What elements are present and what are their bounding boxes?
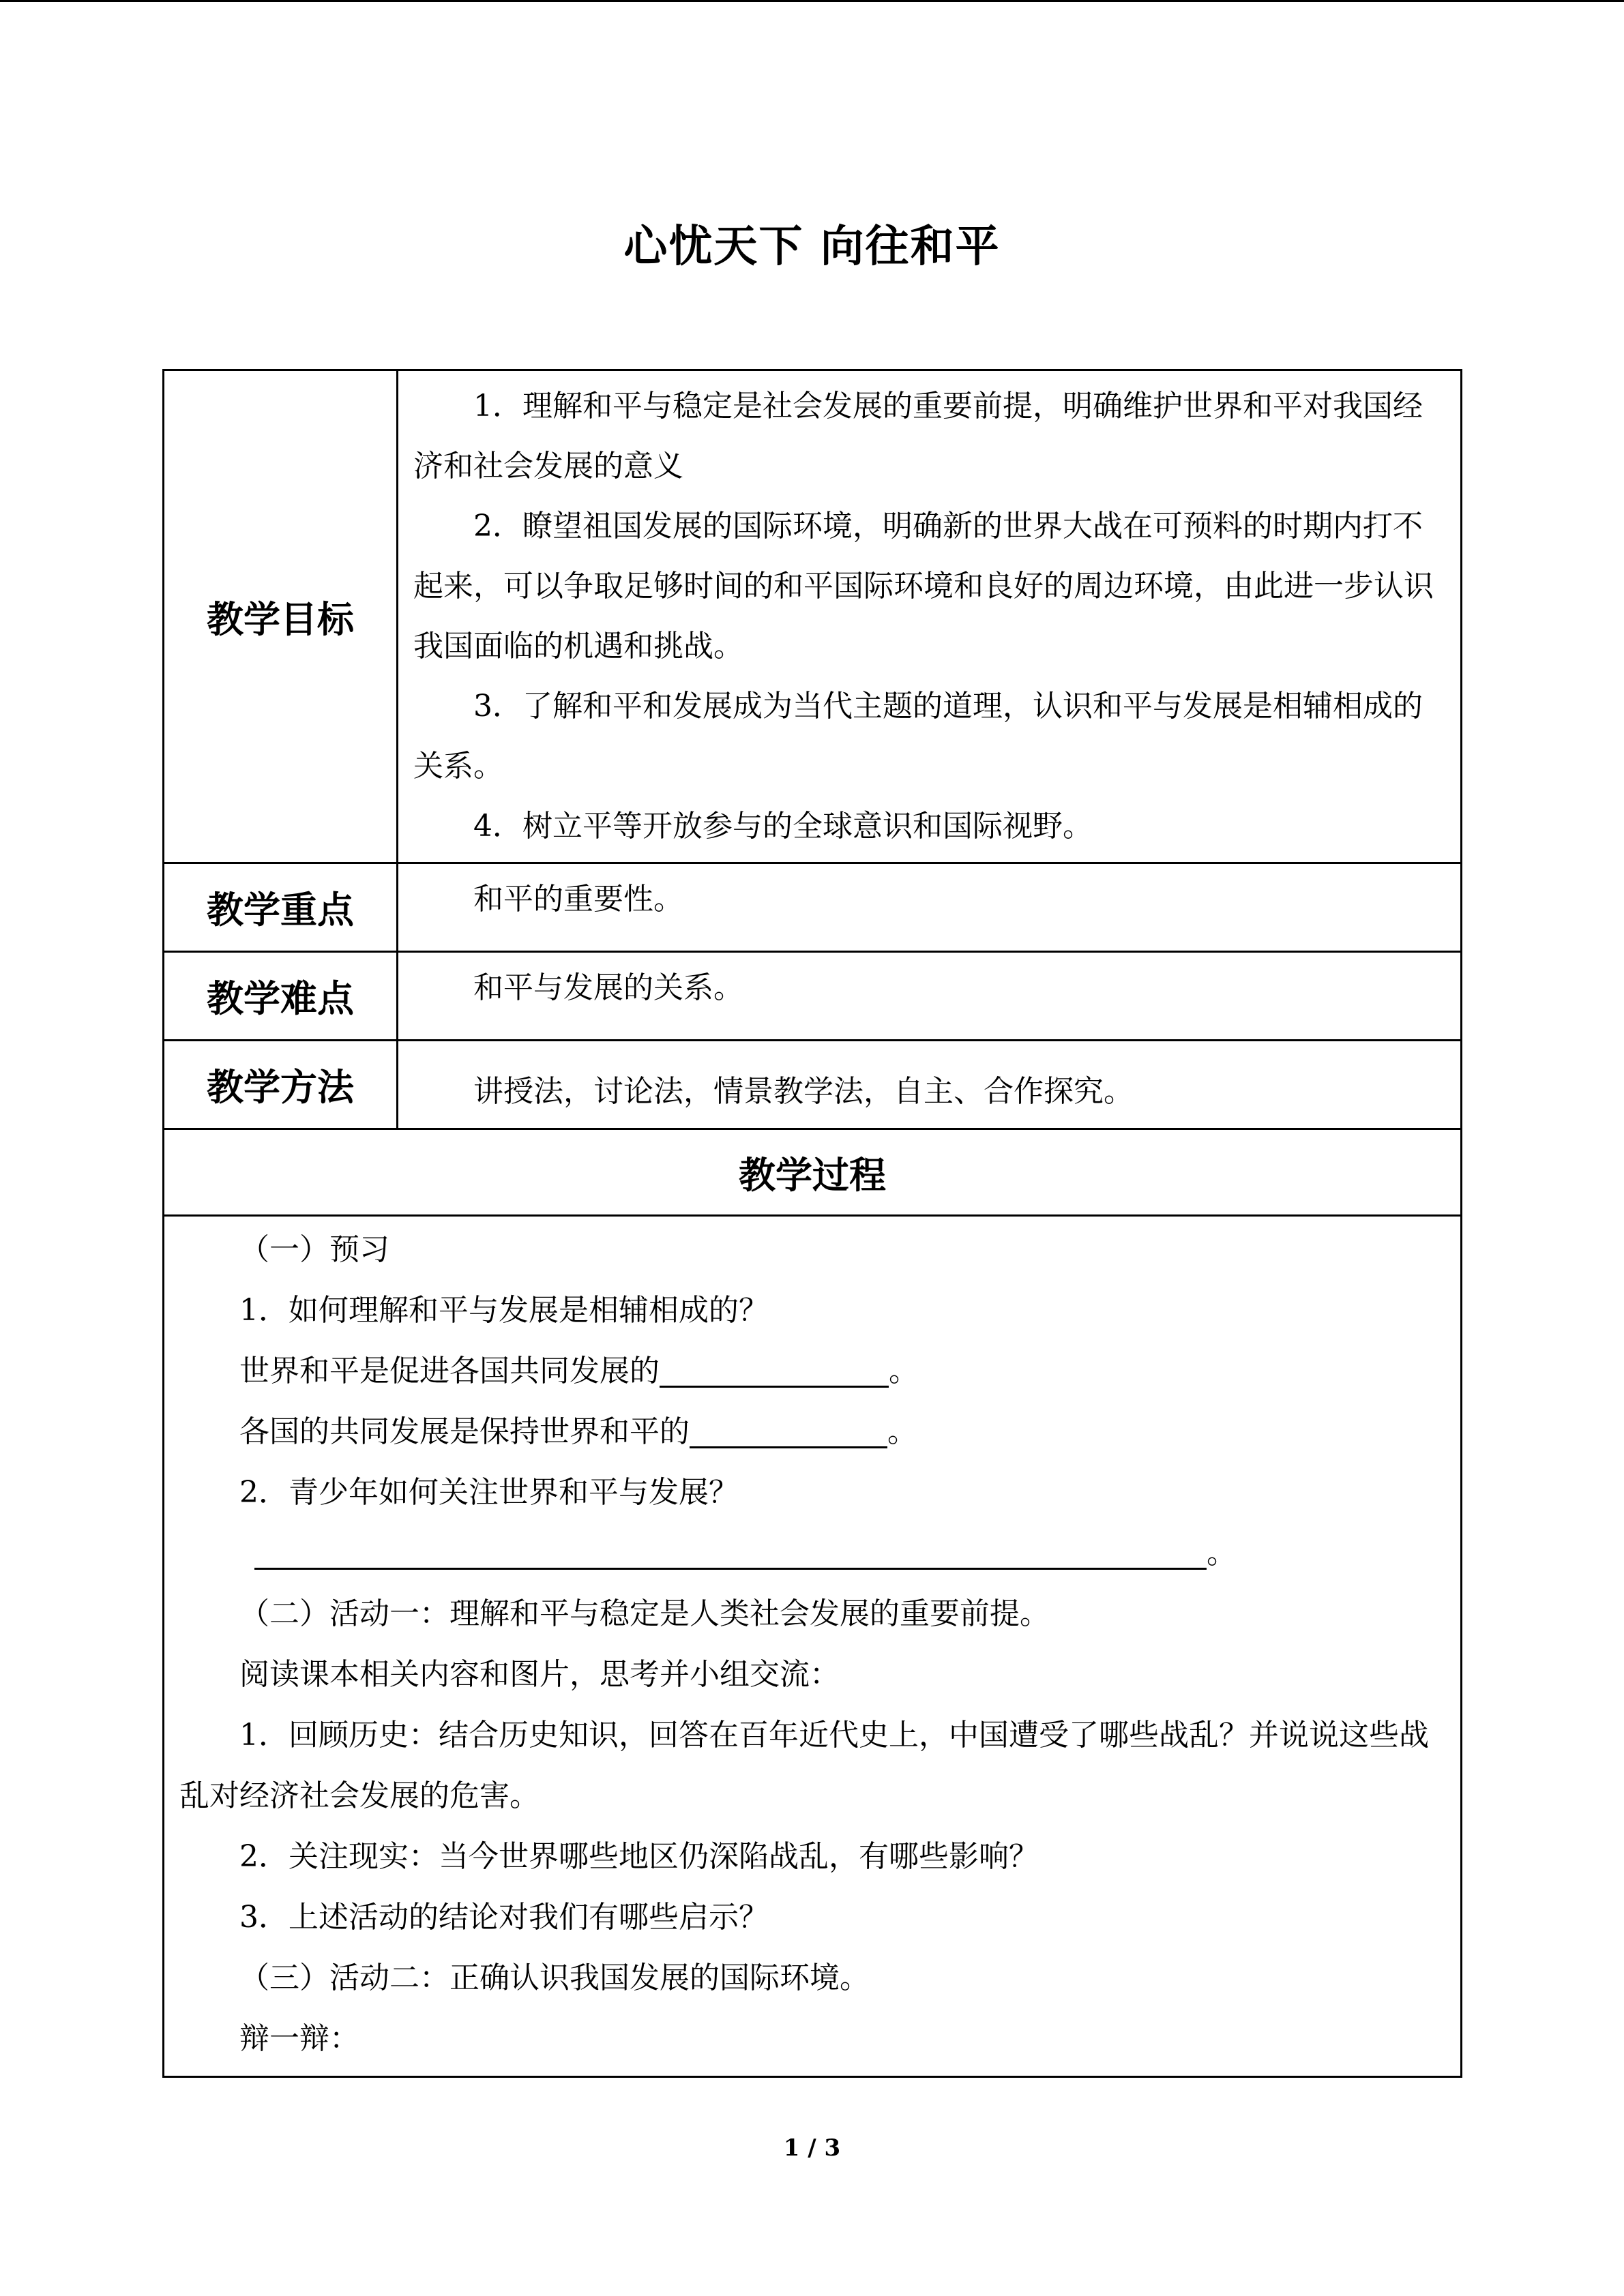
fill-blank-line-2-period: 。 xyxy=(887,1414,917,1449)
answer-blank-2[interactable] xyxy=(690,1411,887,1448)
preview-question-1: 1．如何理解和平与发展是相辅相成的？ xyxy=(239,1293,769,1328)
fill-blank-line-2 xyxy=(179,1401,1445,1462)
fill-blank-line-3-period: 。 xyxy=(1207,1536,1237,1570)
top-border-rule xyxy=(0,0,1624,2)
fill-blank-line-1-text: 世界和平是促进各国共同发展的 xyxy=(239,1354,660,1388)
activity-1-question-3: 3．上述活动的结论对我们有哪些启示？ xyxy=(239,1900,769,1935)
answer-blank-1[interactable] xyxy=(660,1350,889,1388)
activity-1-heading: （二）活动一：理解和平与稳定是人类社会发展的重要前提。 xyxy=(239,1596,1050,1631)
objectives-label: 教学目标 xyxy=(164,370,398,863)
activity-1-question-1: 1．回顾历史：结合历史知识，回答在百年近代史上，中国遭受了哪些战乱？并说说这些战乱对经济社会发展的危害。 xyxy=(179,1718,1429,1813)
key-points-content xyxy=(398,863,1462,952)
process-heading: 教学过程 xyxy=(164,1129,1462,1216)
activity-2-heading: （三）活动二：正确认识我国发展的国际环境。 xyxy=(239,1960,870,1995)
fill-blank-line-3 xyxy=(179,1523,1445,1583)
objectives-content xyxy=(398,370,1462,863)
difficulties-row xyxy=(164,952,1462,1041)
fill-blank-line-1-period: 。 xyxy=(889,1354,919,1388)
answer-blank-3[interactable] xyxy=(254,1532,1207,1570)
methods-content xyxy=(398,1041,1462,1129)
document-title: 心忧天下 向往和平 xyxy=(623,221,1001,272)
difficulties-label: 教学难点 xyxy=(164,952,398,1041)
process-heading-row xyxy=(164,1129,1462,1216)
process-content-row xyxy=(164,1216,1462,2077)
key-points-text: 和平的重要性。 xyxy=(473,882,683,916)
debate-label: 辩一辩： xyxy=(239,2021,359,2056)
methods-label: 教学方法 xyxy=(164,1041,398,1129)
key-points-label: 教学重点 xyxy=(164,863,398,952)
difficulties-text: 和平与发展的关系。 xyxy=(473,970,743,1005)
lesson-plan-table xyxy=(162,369,1462,2078)
objective-item-1: 1．理解和平与稳定是社会发展的重要前提，明确维护世界和平对我国经济和社会发展的意义 xyxy=(413,389,1423,483)
key-points-row xyxy=(164,863,1462,952)
preview-question-2: 2．青少年如何关注世界和平与发展？ xyxy=(239,1475,739,1510)
difficulties-content xyxy=(398,952,1462,1041)
objective-item-4: 4．树立平等开放参与的全球意识和国际视野。 xyxy=(473,809,1093,844)
fill-blank-line-2-text: 各国的共同发展是保持世界和平的 xyxy=(239,1414,690,1449)
preview-heading: （一）预习 xyxy=(239,1232,389,1267)
fill-blank-line-1 xyxy=(179,1341,1445,1401)
page-number: 1 / 3 xyxy=(783,2134,841,2162)
objectives-row xyxy=(164,370,1462,863)
activity-1-intro: 阅读课本相关内容和图片，思考并小组交流： xyxy=(239,1657,840,1692)
methods-text: 讲授法，讨论法，情景教学法，自主、合作探究。 xyxy=(473,1074,1134,1109)
methods-row xyxy=(164,1041,1462,1129)
activity-1-question-2: 2．关注现实：当今世界哪些地区仍深陷战乱，有哪些影响？ xyxy=(239,1839,1039,1874)
objective-item-3: 3．了解和平和发展成为当代主题的道理，认识和平与发展是相辅相成的关系。 xyxy=(413,689,1423,784)
process-content xyxy=(164,1216,1462,2077)
objective-item-2: 2．瞭望祖国发展的国际环境，明确新的世界大战在可预料的时期内打不起来，可以争取足够时间的和平国际环境和良好的周边环境，由此进一步认识我国面临的机遇和挑战。 xyxy=(413,509,1434,664)
